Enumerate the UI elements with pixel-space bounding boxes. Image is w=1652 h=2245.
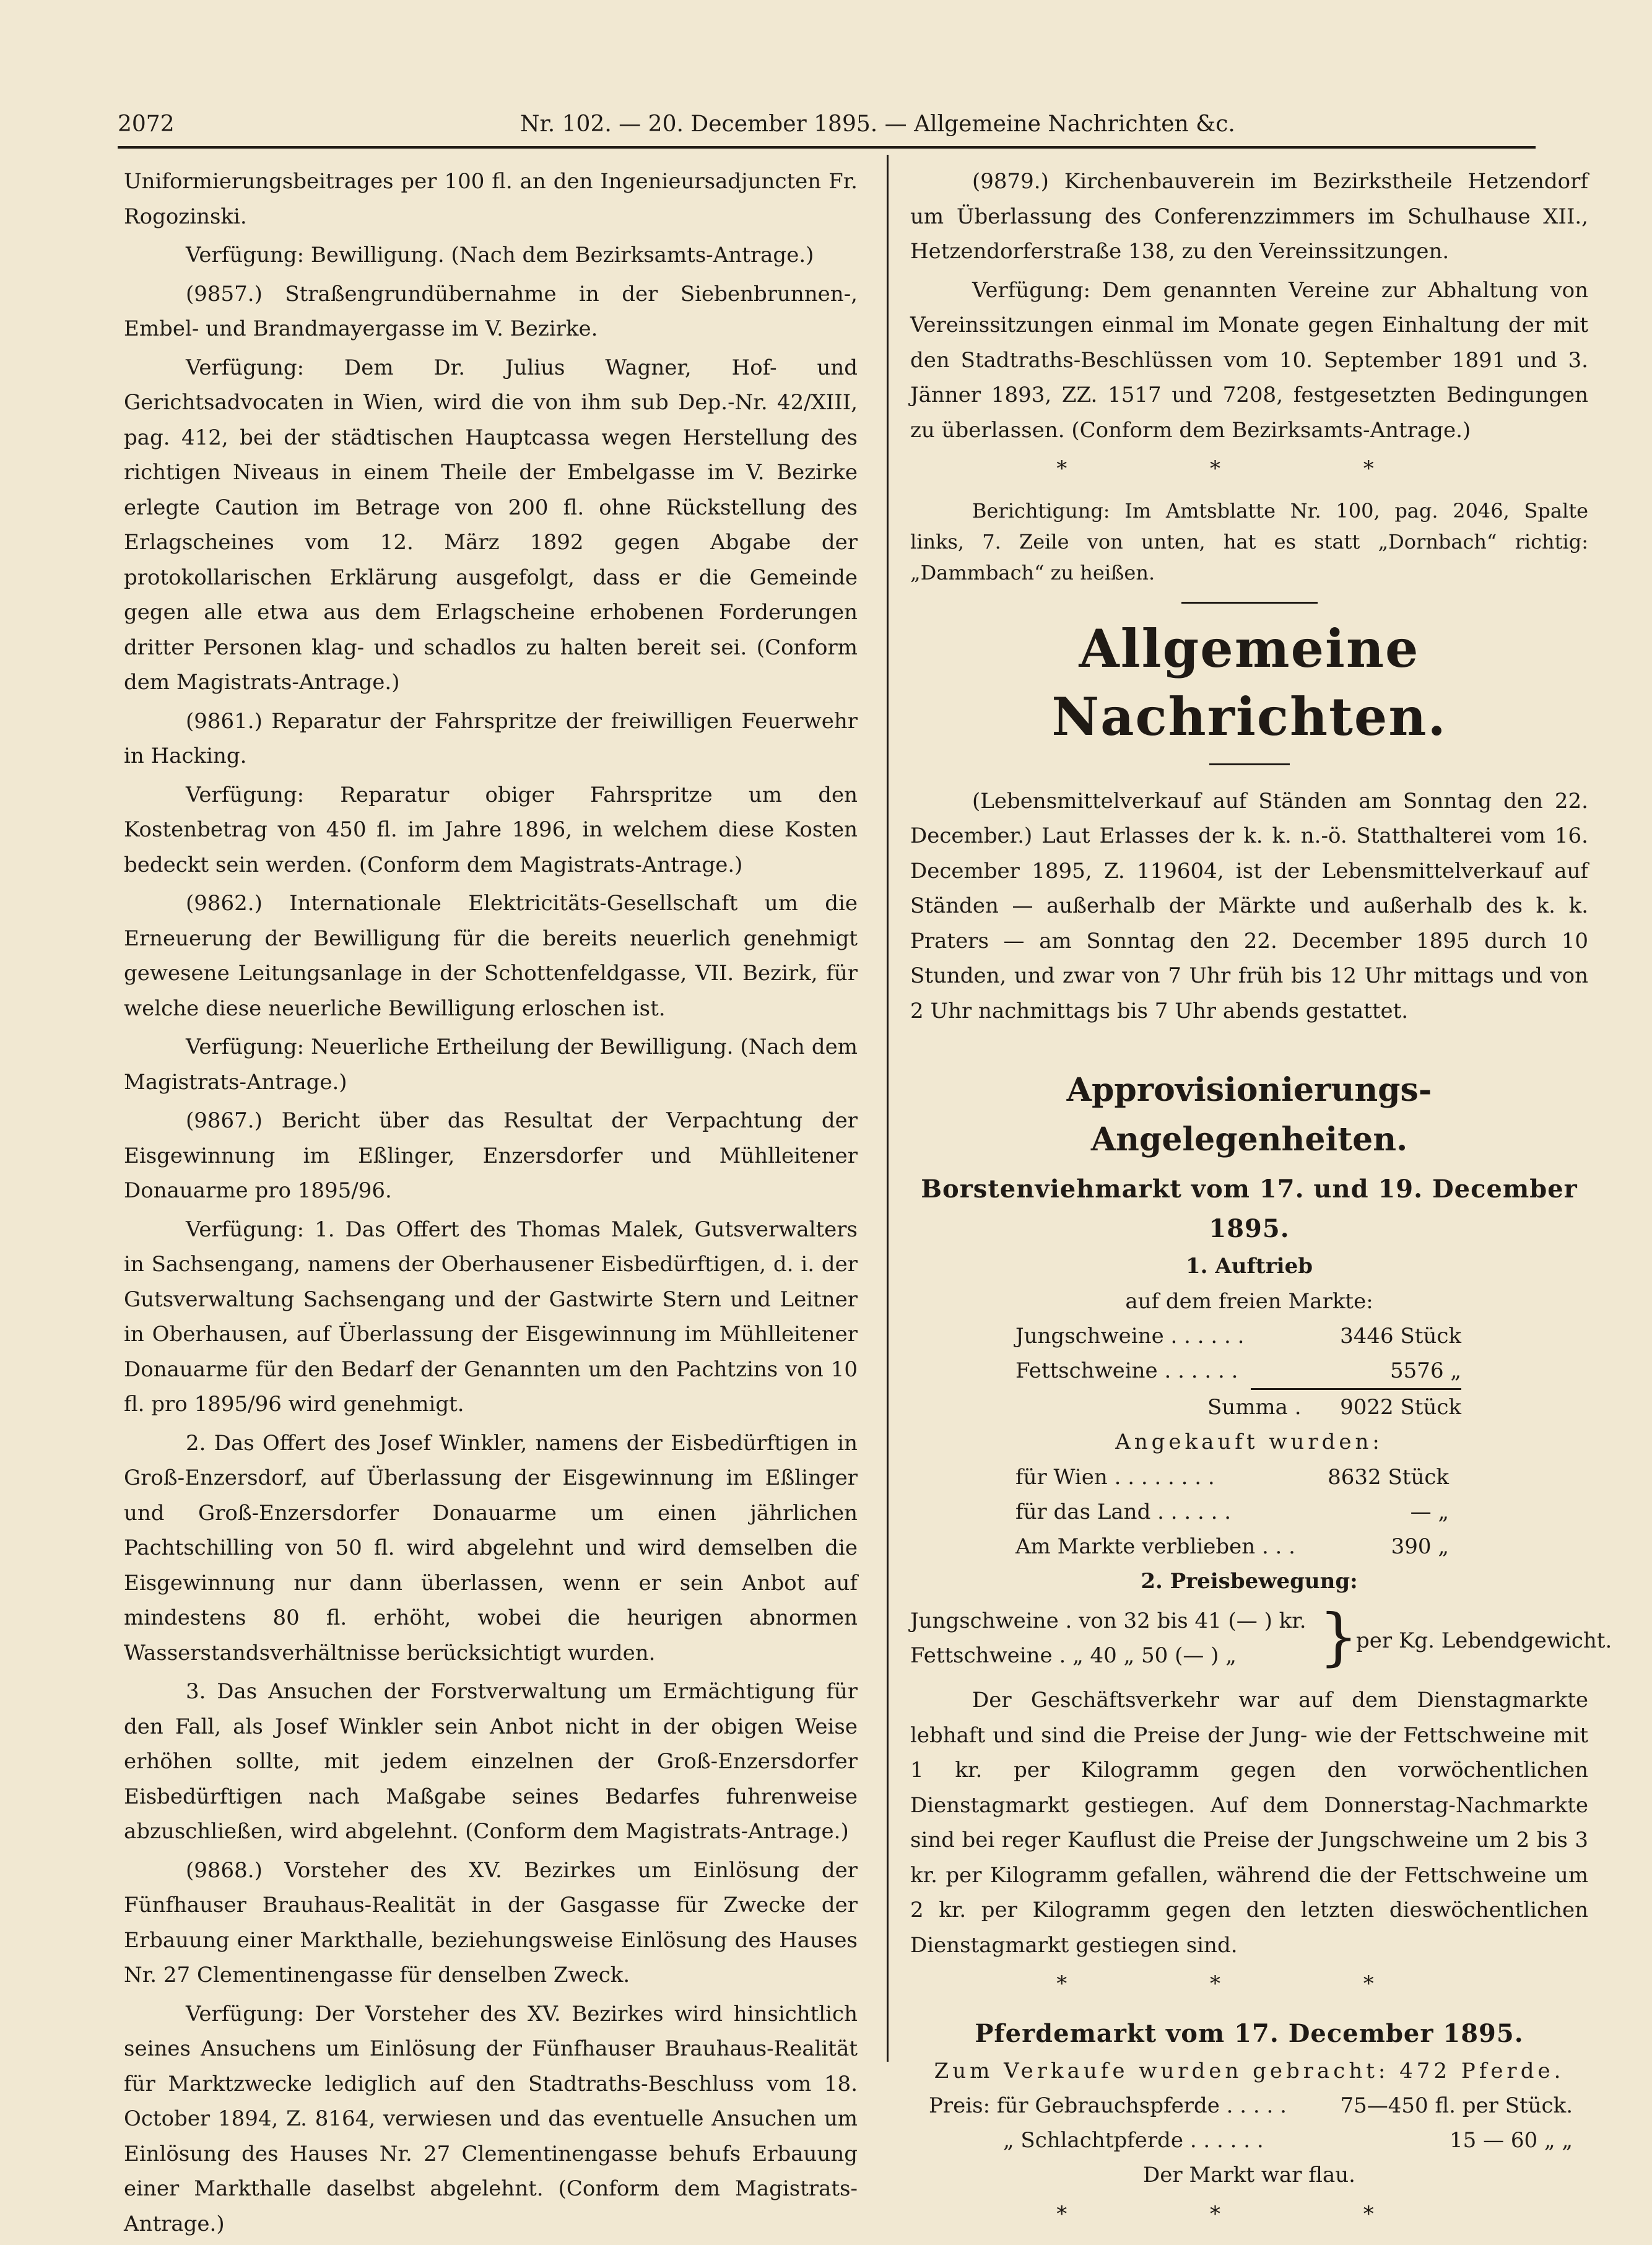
asterism: * * * — [1056, 1971, 1442, 1996]
section-rule — [1181, 602, 1318, 604]
left-column — [124, 164, 858, 2245]
paragraph: Verfügung: Dem Dr. Julius Wagner, Hof- und Gerichtsadvocaten in Wien, wird die von ihm sub Dep.-Nr. 42/XIII, pag. 412, bei der städtischen Hauptcassa wegen Herstellung des richtigen Niveaus in einem Theile der Embelgasse im V. Bezirke erlegte Caution im Betrage von 200 fl. ohne Rückstellung des Erlagscheines vom 12. März 1892 gegen Abgabe der protokollarischen Erklärung ausgefolgt, dass er die Gemeinde gegen alle etwa aus dem Erlagscheine erhobenen Forderungen dritter Personen klag- und schadlos zu halten bereit sei. (Conform dem Magistrats-Antrage.) — [124, 355, 858, 695]
pig-market-title: Borstenviehmarkt vom 17. und 19. December 1895. — [921, 1175, 1578, 1243]
running-title: Nr. 102. — 20. December 1895. — Allgemeine Nachrichten &c. — [520, 111, 1235, 137]
angekauft-heading: Angekauft wurden: — [1115, 1430, 1383, 1454]
price-table — [910, 1600, 1612, 1678]
paragraph: Verfügung: Der Vorsteher des XV. Bezirkes wird hinsichtlich seines Ansuchens um Einlösung der Fünfhauser Brauhaus-Realität für Marktzwecke lediglich auf den Stadtraths-Beschluss vom 18. October 1894, Z. 8164, verwiesen und das eventuelle Ansuchen um Einlösung des Hauses Nr. 27 Clementinengasse behufs Erbauung einer Markthalle daselbst abgelehnt. (Conform dem Magistrats-Antrage.) — [124, 2001, 858, 2236]
page-number: 2072 — [118, 111, 175, 137]
paragraph: Uniformierungsbeitrages per 100 fl. an den Ingenieursadjuncten Fr. Rogozinski. — [124, 169, 858, 229]
page-header — [118, 105, 1536, 149]
column-divider — [887, 155, 889, 2062]
table-row: Fettschweine . . . . . . 5576 „ — [1015, 1358, 1461, 1383]
header-rule — [118, 146, 1536, 149]
price-unit: per Kg. Lebendgewicht. — [1356, 1628, 1612, 1653]
horse-market-note: Der Markt war flau. — [1143, 2163, 1355, 2187]
market-report: Der Geschäftsverkehr war auf dem Dienstagmarkte lebhaft und sind die Preise der Jung- wie der Fettschweine mit 1 kr. per Kilogramm gegen den vorwöchentlichen Dienstagmarkt gestiegen. Auf dem Donnerstag-Nachmarkte sind bei reger Kauflust die Preise der Jungschweine um 2 bis 3 kr. per Kilogramm gefallen, während die der Fettschweine um 2 kr. per Kilogramm gegen den letzten dieswöchentlichen Dienstagmarkt gestiegen sind. — [910, 1688, 1588, 1958]
auftrieb-heading: 1. Auftrieb — [1186, 1254, 1313, 1279]
table-row: Jungschweine . . . . . . 3446 Stück — [1015, 1324, 1461, 1348]
paragraph: 3. Das Ansuchen der Forstverwaltung um Ermächtigung für den Fall, als Josef Winkler sein Anbot nicht in der obigen Weise erhöhen sollte, mit jedem einzelnen der Groß-Enzersdorfer Eisbedürftigen nach Maßgabe seines Bedarfes fuhrenweise abzuschließen, wird abgelehnt. (Conform dem Magistrats-Antrage.) — [124, 1679, 858, 1844]
paragraph: Verfügung: Neuerliche Ertheilung der Bewilligung. (Nach dem Magistrats-Antrage.) — [124, 1035, 858, 1095]
asterism: * * * — [1056, 2201, 1442, 2226]
paragraph: Verfügung: Dem genannten Vereine zur Abhaltung von Vereinssitzungen einmal im Monate gegen Einhaltung der mit den Stadtraths-Beschlüssen vom 10. September 1891 und 3. Jänner 1893, ZZ. 1517 und 7208, festgesetzten Bedingungen zu überlassen. (Conform dem Bezirksamts-Antrage.) — [910, 277, 1588, 443]
approvisionierung-title: Approvisionierungs-Angelegenheiten. — [1066, 1071, 1432, 1158]
table-row-total: Summa . 9022 Stück — [1207, 1395, 1461, 1420]
price-row: Fettschweine . „ 40 „ 50 (— ) „ — [910, 1643, 1237, 1668]
table-row: für das Land . . . . . . — „ — [1015, 1499, 1449, 1524]
horse-market-title: Pferdemarkt vom 17. December 1895. — [975, 2018, 1524, 2048]
paragraph: (9879.) Kirchenbauverein im Bezirkstheile Hetzendorf um Überlassung des Conferenzzimmers im Schulhause XII., Hetzendorferstraße 138, zu den Vereinssitzungen. — [910, 169, 1588, 264]
table-row: für Wien . . . . . . . . 8632 Stück — [1015, 1464, 1449, 1490]
auftrieb-table — [1015, 1319, 1461, 1425]
right-column — [910, 164, 1612, 2240]
price-row: Jungschweine . von 32 bis 41 (— ) kr. — [910, 1609, 1306, 1633]
paragraph: (9861.) Reparatur der Fahrspritze der freiwilligen Feuerwehr in Hacking. — [124, 708, 858, 768]
paragraph: Verfügung: Reparatur obiger Fahrspritze um den Kostenbetrag von 450 fl. im Jahre 1896, in welchem diese Kosten bedeckt sein werden. (Conform dem Magistrats-Antrage.) — [124, 782, 858, 877]
correction-note: Berichtigung: Im Amtsblatte Nr. 100, pag. 2046, Spalte links, 7. Zeile von unten, hat es statt „Dornbach“ richtig: „Dammbach“ zu heißen. — [910, 498, 1588, 584]
paragraph: Verfügung: Bewilligung. (Nach dem Bezirksamts-Antrage.) — [186, 243, 814, 267]
horse-sale-count: Zum Verkaufe wurden gebracht: 472 Pferde. — [934, 2058, 1565, 2083]
paragraph: (9867.) Bericht über das Resultat der Verpachtung der Eisgewinnung im Eßlinger, Enzersdorfer und Mühlleitener Donauarme pro 1895/96. — [124, 1108, 858, 1203]
asterism: * * * — [1056, 456, 1442, 481]
paragraph: (9862.) Internationale Elektricitäts-Gesellschaft um die Erneuerung der Bewilligung für die bereits neuerlich genehmigt gewesene Leitungsanlage in der Schottenfeldgasse, VII. Bezirk, für welche diese neuerliche Bewilligung erloschen ist. — [124, 891, 858, 1021]
section-title: Allgemeine Nachrichten. — [1051, 617, 1447, 747]
angekauft-table — [1015, 1460, 1449, 1564]
table-row: Am Markte verblieben . . . 390 „ — [1015, 1534, 1449, 1559]
paragraph: 2. Das Offert des Josef Winkler, namens der Eisbedürftigen in Groß-Enzersdorf, auf Überlassung der Eisgewinnung im Eßlinger und Groß-Enzersdorfer Donauarme um einen jährlichen Pachtschilling von 50 fl. wird abgelehnt und wird demselben die Eisgewinnung nur dann überlassen, wenn er sein Anbot auf mindestens 80 fl. erhöht, wobei die heurigen abnormen Wasserstandsverhältnisse berücksichtigt wurden. — [124, 1430, 858, 1665]
title-rule — [1209, 763, 1290, 765]
table-row: Preis: für Gebrauchspferde . . . . . 75—450 fl. per Stück. — [929, 2093, 1573, 2118]
auftrieb-subheading: auf dem freien Markte: — [1125, 1288, 1373, 1314]
brace-glyph: } — [1319, 1600, 1359, 1673]
table-row: „ Schlachtpferde . . . . . . 15 — 60 „ „ — [1003, 2128, 1573, 2153]
preis-heading: 2. Preisbewegung: — [1141, 1568, 1358, 1594]
paragraph: (9868.) Vorsteher des XV. Bezirkes um Einlösung der Fünfhauser Brauhaus-Realität in der Gasgasse für Zwecke der Erbauung einer Markthalle, beziehungsweise Einlösung des Hauses Nr. 27 Clementinengasse für denselben Zweck. — [124, 1857, 858, 1987]
paragraph: Verfügung: 1. Das Offert des Thomas Malek, Gutsverwalters in Sachsengang, namens der Oberhausener Eisbedürftigen, d. i. der Gutsverwaltung Sachsengang und der Gastwirte Stern und Leitner in Oberhausen, auf Überlassung der Eisgewinnung im Mühlleitener Donauarme für den Bedarf der Genannten um den Pachtzins von 10 fl. pro 1895/96 wird genehmigt. — [124, 1217, 858, 1417]
horse-price-table — [929, 2088, 1573, 2158]
news-item: (Lebensmittelverkauf auf Ständen am Sonntag den 22. December.) Laut Erlasses der k. k. n.-ö. Statthalterei vom 16. December 1895, Z. 119604, ist der Lebensmittelverkauf auf Ständen — außerhalb der Märkte und außerhalb des k. k. Praters — am Sonntag den 22. December 1895 durch 10 Stunden, und zwar von 7 Uhr früh bis 12 Uhr mittags und von 2 Uhr nachmittags bis 7 Uhr abends gestattet. — [910, 788, 1588, 1023]
paragraph: (9857.) Straßengrundübernahme in der Siebenbrunnen-, Embel- und Brandmayergasse im V. Bezirke. — [124, 281, 858, 341]
